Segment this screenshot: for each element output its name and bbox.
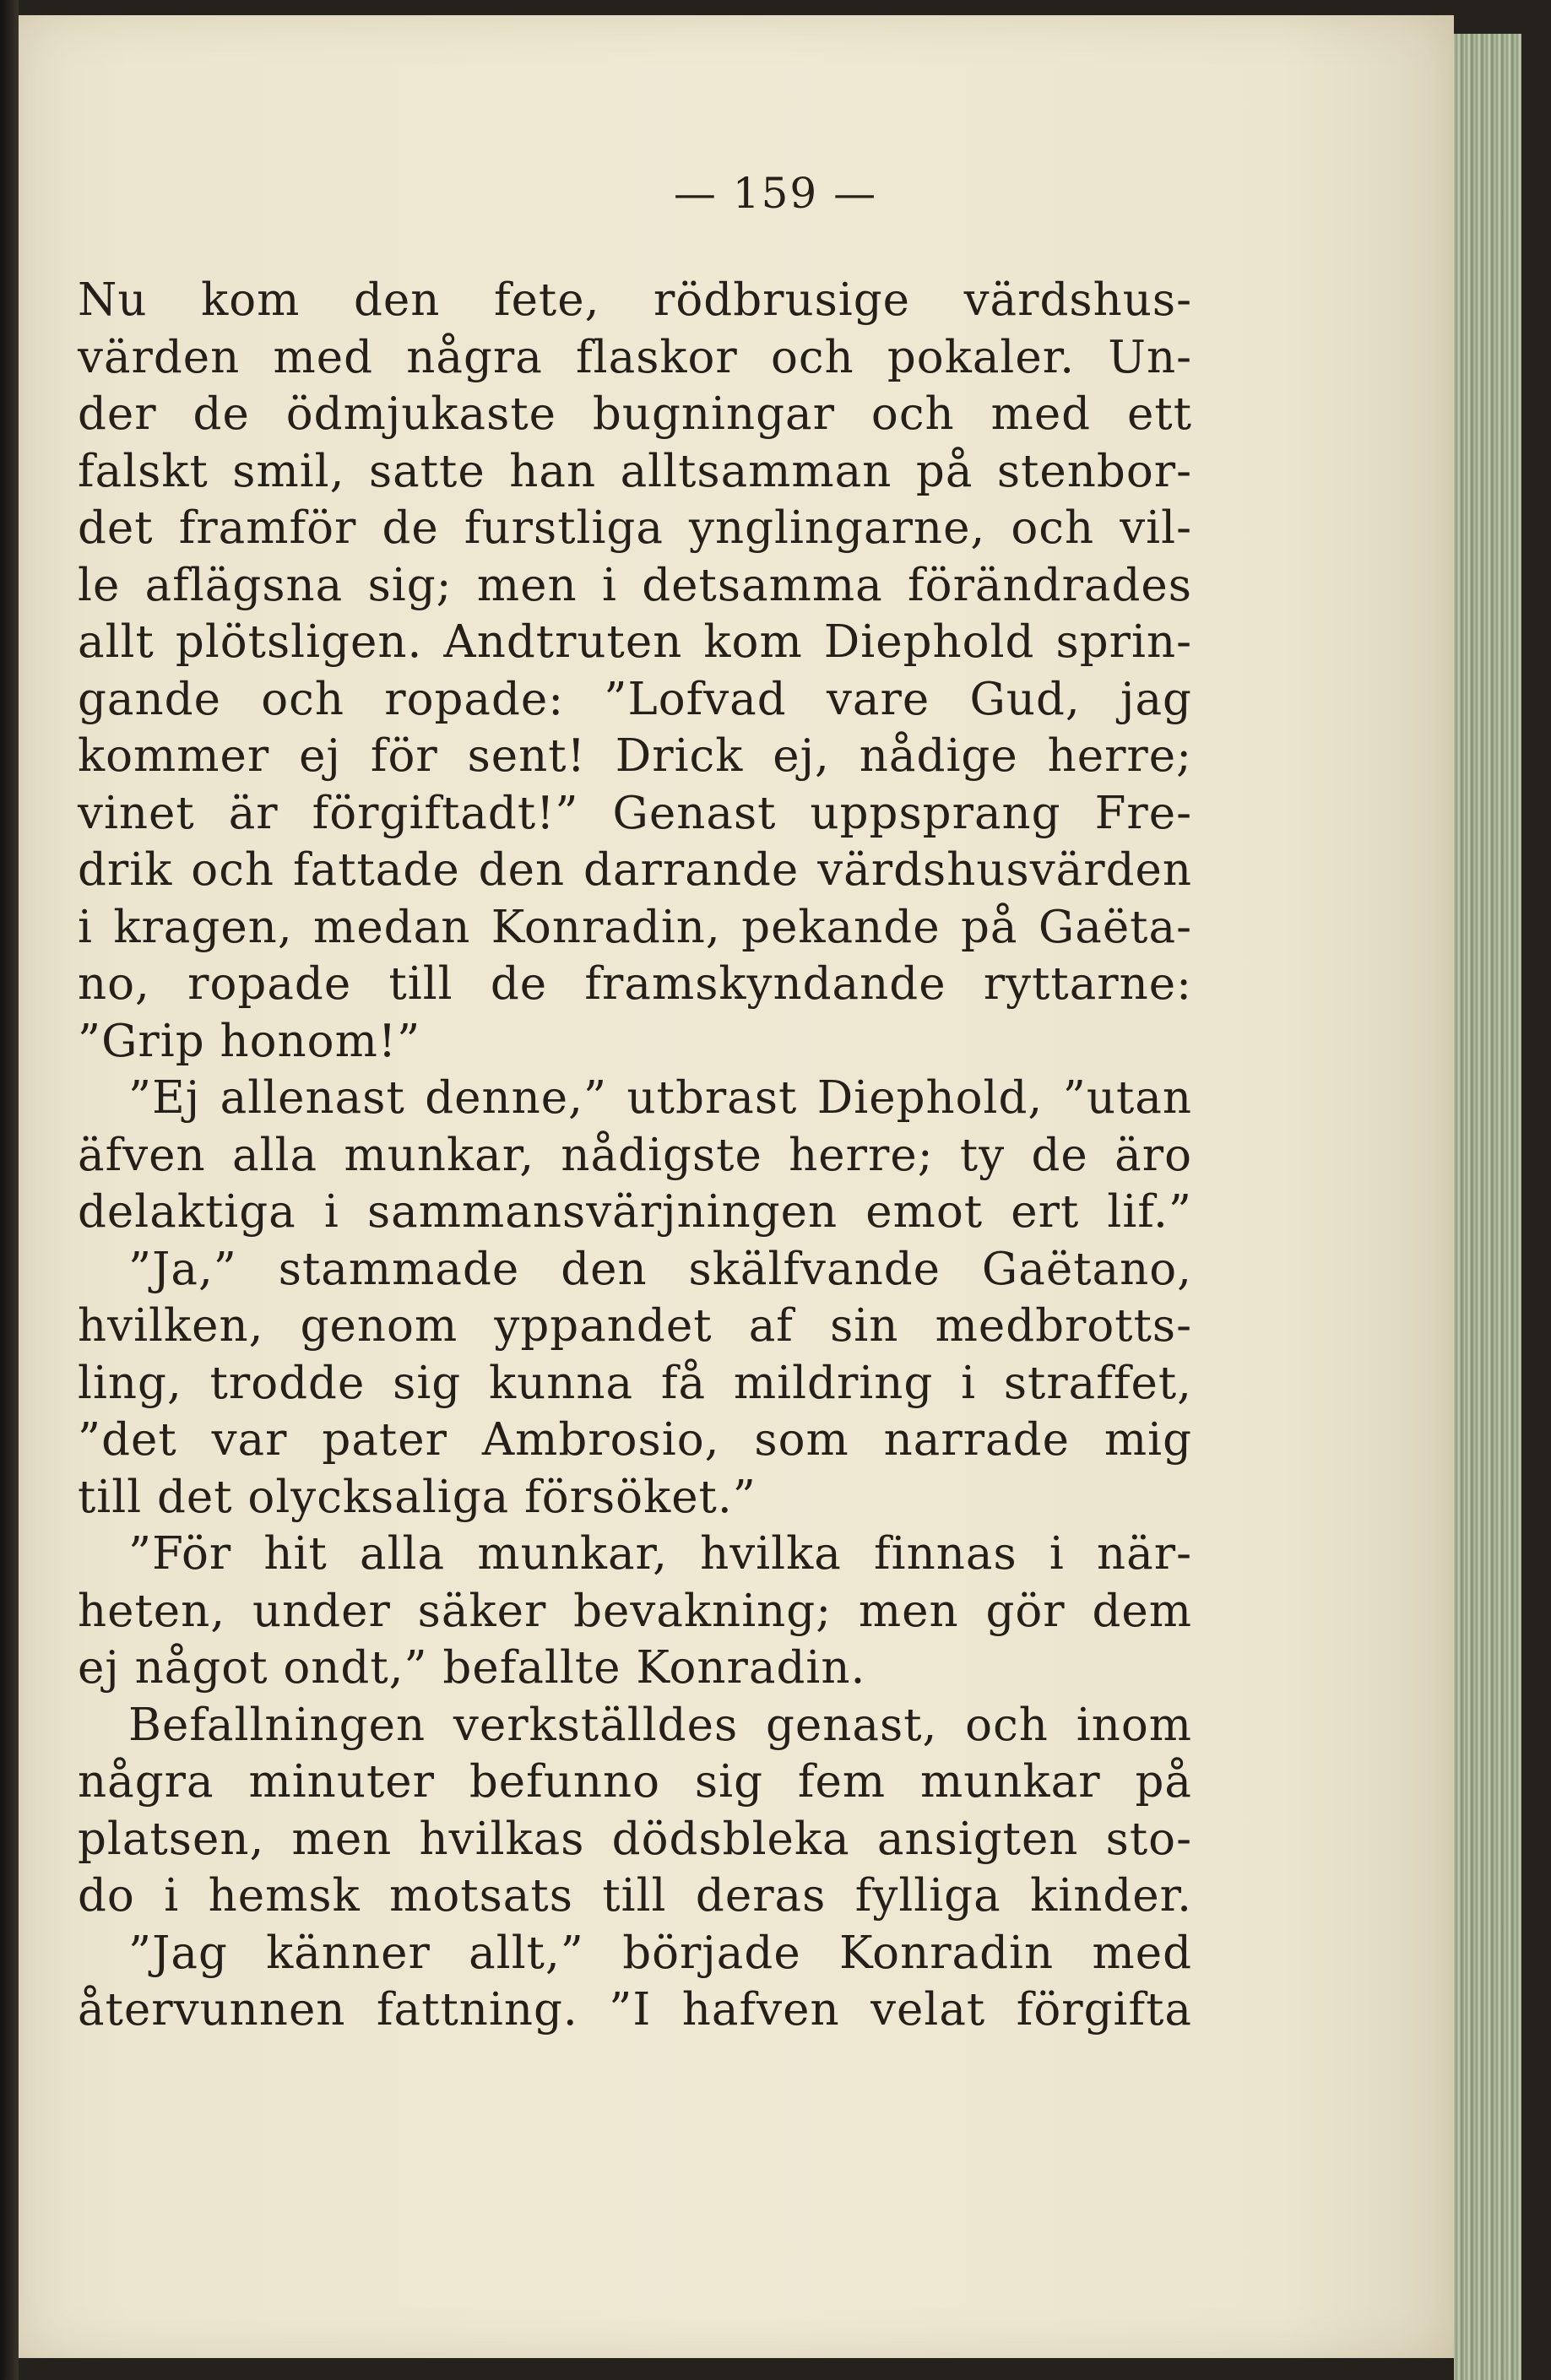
text-line: ”För hit alla munkar, hvilka finnas i när-: [128, 1528, 1192, 1580]
text-line: hvilken, genom yppandet af sin medbrotts-: [78, 1300, 1192, 1352]
text-line: heten, under säker bevakning; men gör dem: [78, 1585, 1192, 1637]
text-line: ”Ja,” stammade den skälfvande Gaëtano,: [128, 1243, 1192, 1295]
text-line: platsen, men hvilkas dödsbleka ansigten sto-: [78, 1813, 1192, 1865]
text-line: gande och ropade: ”Lofvad vare Gud, jag: [78, 673, 1192, 725]
text-line: no, ropade till de framskyndande ryttarne:: [78, 958, 1192, 1010]
text-line: ej något ondt,” befallte Konradin.: [78, 1642, 866, 1694]
text-line: äfven alla munkar, nådigste herre; ty de äro: [78, 1129, 1192, 1181]
text-line: ”Ej allenast denne,” utbrast Diephold, ”utan: [128, 1072, 1192, 1124]
text-line: do i hemsk motsats till deras fylliga kinder.: [78, 1870, 1192, 1922]
text-line: vinet är förgiftadt!” Genast uppsprang Fre-: [78, 787, 1192, 839]
text-line: ”Grip honom!”: [78, 1015, 421, 1067]
text-line: allt plötsligen. Andtruten kom Diephold sprin-: [78, 616, 1192, 668]
text-line: delaktiga i sammansvärjningen emot ert lif.”: [78, 1186, 1192, 1238]
page-edges: [1454, 34, 1521, 2380]
text-line: värden med några flaskor och pokaler. Un-: [78, 331, 1192, 383]
page-number-header: — 159 —: [673, 169, 878, 218]
text-line: det framför de furstliga ynglingarne, och vil-: [78, 502, 1192, 554]
text-line: le aflägsna sig; men i detsamma förändrades: [78, 559, 1192, 611]
text-line: drik och fattade den darrande värdshusvärden: [78, 844, 1192, 896]
text-line: Befallningen verkställdes genast, och inom: [128, 1699, 1192, 1751]
text-line: falskt smil, satte han alltsamman på stenbor-: [78, 445, 1192, 497]
text-line: kommer ej för sent! Drick ej, nådige herre;: [78, 730, 1192, 782]
text-line: ”det var pater Ambrosio, som narrade mig: [78, 1414, 1192, 1466]
text-line: Nu kom den fete, rödbrusige värdshus-: [78, 274, 1192, 326]
text-line: återvunnen fattning. ”I hafven velat förgifta: [78, 1984, 1192, 2036]
text-line: i kragen, medan Konradin, pekande på Gaëta-: [78, 901, 1192, 953]
text-line: ”Jag känner allt,” började Konradin med: [128, 1927, 1192, 1979]
body-text: [78, 272, 1192, 2039]
text-line: ling, trodde sig kunna få mildring i straffet,: [78, 1357, 1192, 1409]
text-line: der de ödmjukaste bugningar och med ett: [78, 388, 1192, 440]
text-line: några minuter befunno sig fem munkar på: [78, 1756, 1192, 1808]
text-line: till det olycksaliga försöket.”: [78, 1471, 757, 1523]
book-spine: [0, 0, 19, 2380]
